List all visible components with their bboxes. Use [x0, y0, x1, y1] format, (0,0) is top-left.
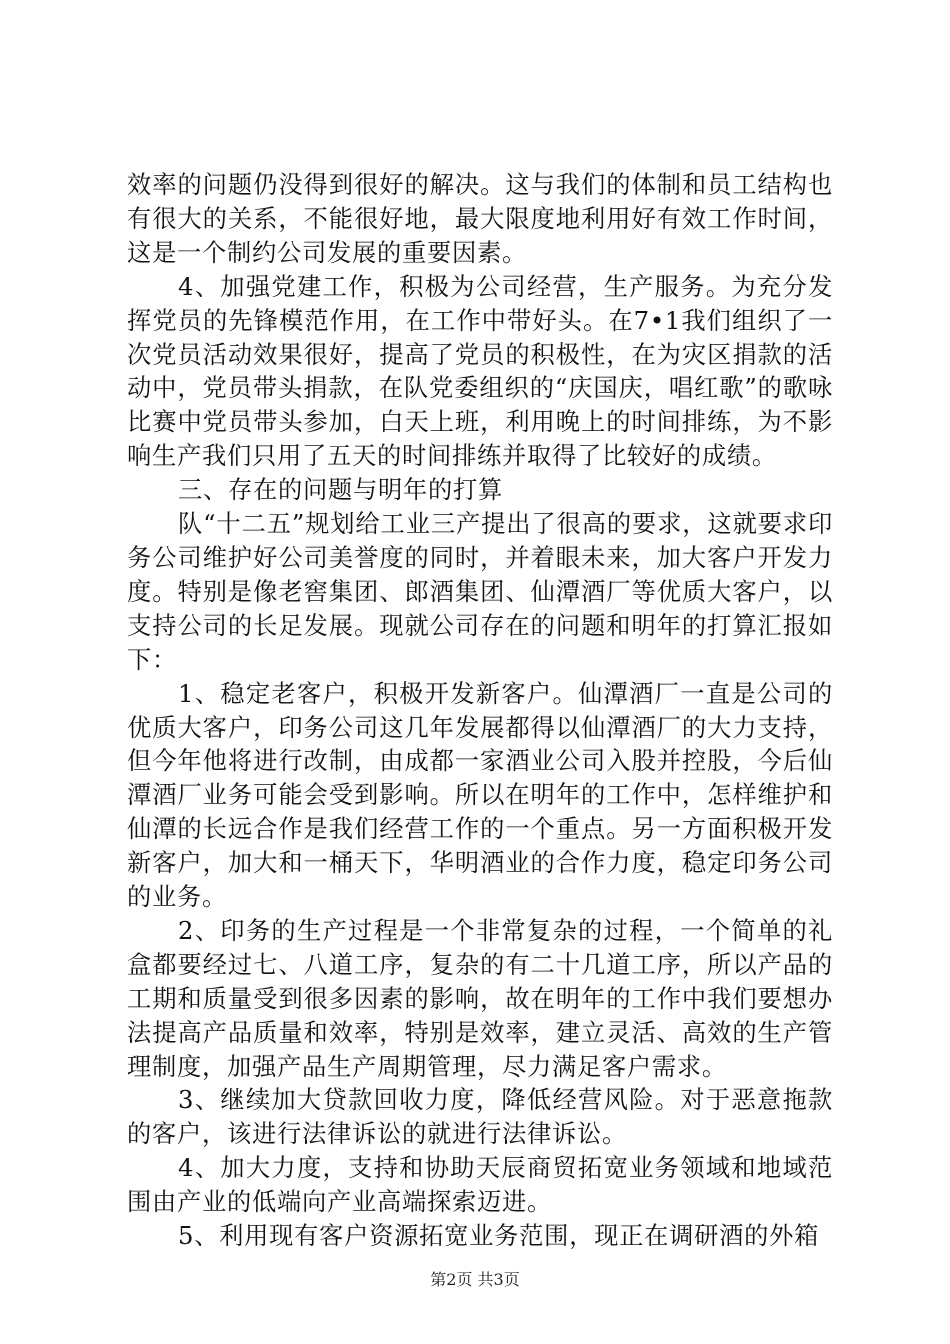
document-body	[127, 168, 833, 1253]
paragraph-item-2-production: 2、印务的生产过程是一个非常复杂的过程，一个简单的礼盒都要经过七、八道工序，复杂的有二十几道工序，所以产品的工期和质量受到很多因素的影响，故在明年的工作中我们要想办法提高产品质量和效率，特别是效率，建立灵活、高效的生产管理制度，加强产品生产周期管理，尽力满足客户需求。	[127, 915, 833, 1081]
section-heading-problems-and-plans: 三、存在的问题与明年的打算	[178, 475, 503, 505]
page-number-footer: 第2页 共3页	[430, 1270, 520, 1289]
paragraph-item-5-expansion: 5、利用现有客户资源拓宽业务范围，现正在调研酒的外箱	[178, 1221, 820, 1251]
paragraph-five-year-plan: 队“十二五”规划给工业三产提出了很高的要求，这就要求印务公司维护好公司美誉度的同时，并着眼未来，加大客户开发力度。特别是像老窖集团、郎酒集团、仙潭酒厂等优质大客户，以支持公司的长足发展。现就公司存在的问题和明年的打算汇报如下：	[127, 509, 833, 674]
paragraph-efficiency-continuation: 效率的问题仍没得到很好的解决。这与我们的体制和员工结构也有很大的关系，不能很好地，最大限度地利用好有效工作时间，这是一个制约公司发展的重要因素。	[127, 170, 833, 267]
paragraph-party-building: 4、加强党建工作，积极为公司经营，生产服务。为充分发挥党员的先锋模范作用，在工作中带好头。在7•1我们组织了一次党员活动效果很好，提高了党员的积极性，在为灾区捐款的活动中，党员带头捐款，在队党委组织的“庆国庆，唱红歌”的歌咏比赛中党员带头参加，白天上班，利用晚上的时间排练，为不影响生产我们只用了五天的时间排练并取得了比较好的成绩。	[127, 271, 833, 471]
paragraph-item-4-support: 4、加大力度，支持和协助天辰商贸拓宽业务领域和地域范围由产业的低端向产业高端探索迈进。	[127, 1153, 833, 1217]
paragraph-item-3-receivables: 3、继续加大贷款回收力度，降低经营风险。对于恶意拖款的客户，该进行法律诉讼的就进行法律诉讼。	[127, 1085, 833, 1149]
paragraph-item-1-clients: 1、稳定老客户，积极开发新客户。仙潭酒厂一直是公司的优质大客户，印务公司这几年发展都得以仙潭酒厂的大力支持，但今年他将进行改制，由成都一家酒业公司入股并控股，今后仙潭酒厂业务可能会受到影响。所以在明年的工作中，怎样维护和仙潭的长远合作是我们经营工作的一个重点。另一方面积极开发新客户，加大和一桶天下，华明酒业的合作力度，稳定印务公司的业务。	[127, 678, 833, 912]
